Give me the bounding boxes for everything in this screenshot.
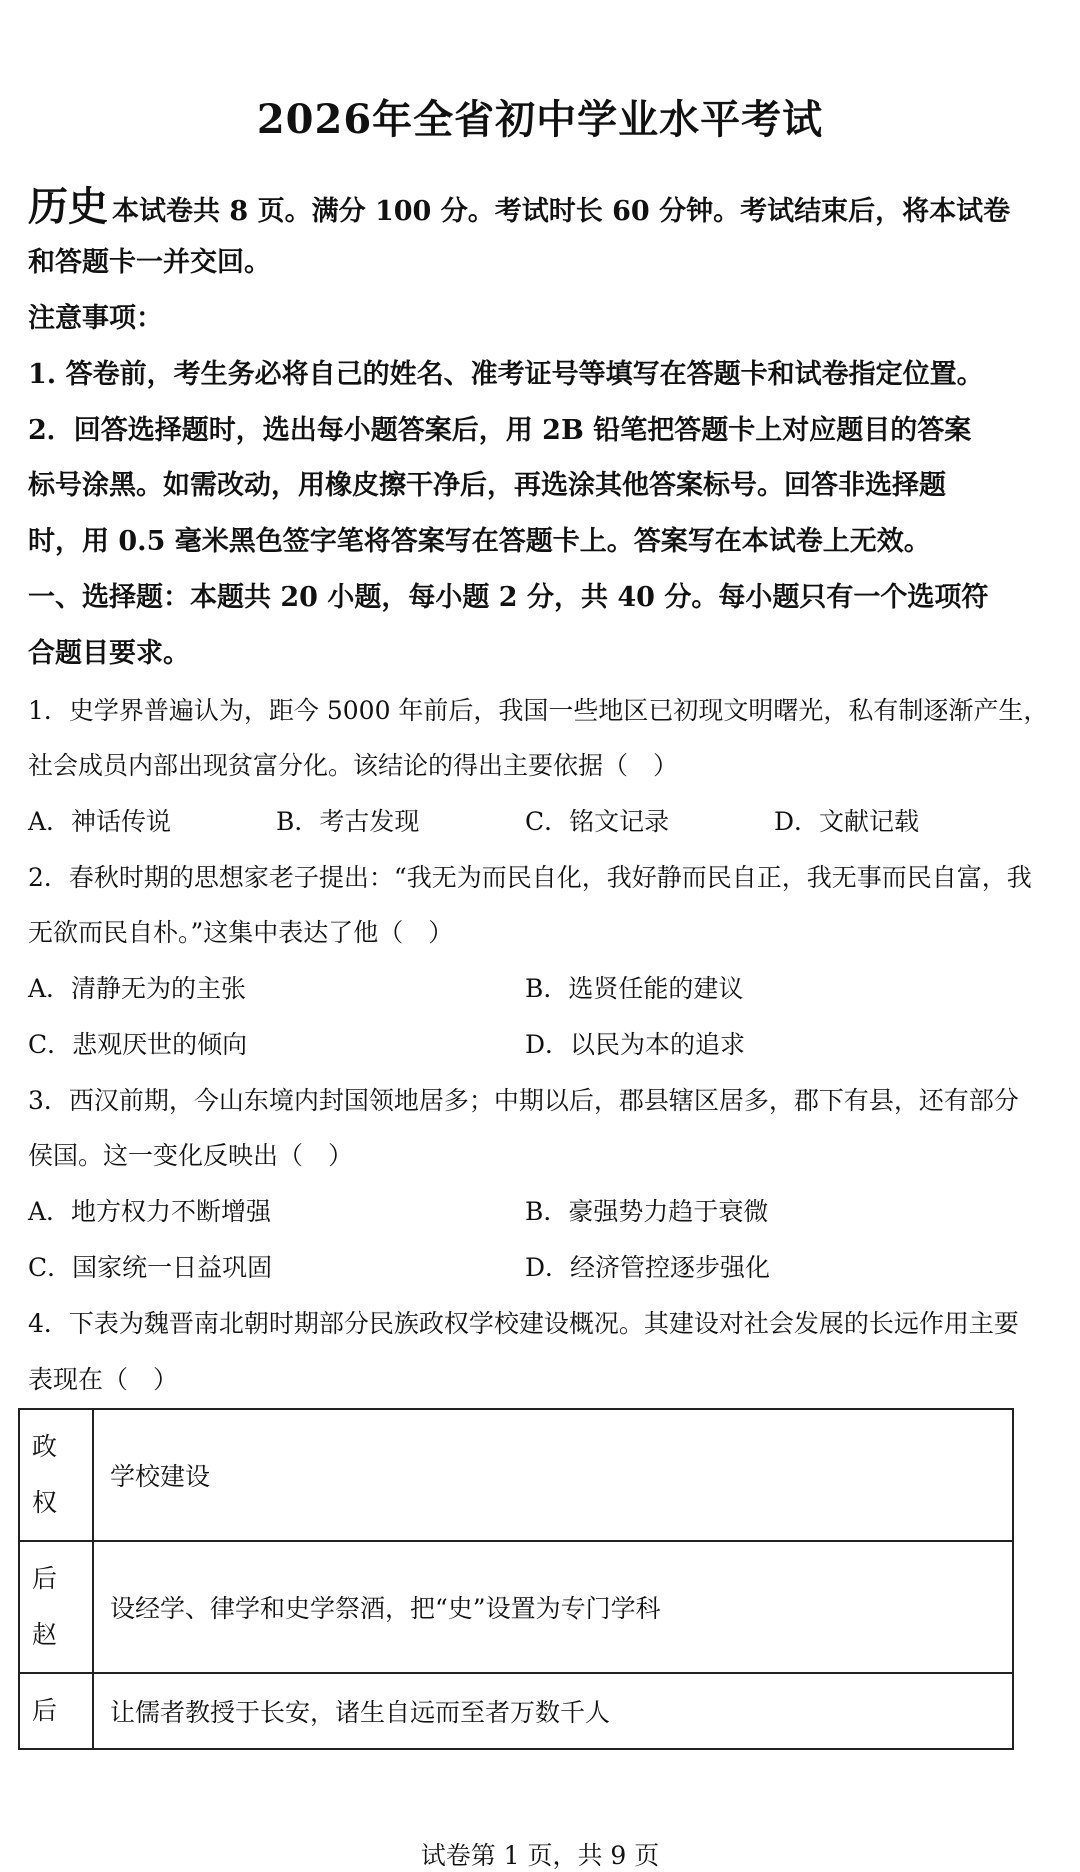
q3-option-b: B．豪强势力趋于衰微 [525,1197,769,1226]
intro-line-1 [28,175,1056,232]
note-2-line-1: 2．回答选择题时，选出每小题答案后，用 2B 铅笔把答题卡上对应题目的答案 [28,415,972,446]
table-cell-construction: 让儒者教授于长安，诸生自远而至者万数千人 [93,1673,1013,1749]
q1-option-d: D．文献记载 [774,807,920,836]
table-row [19,1541,1013,1673]
page-footer: 试卷第 1 页，共 9 页 [420,1841,660,1870]
q3-option-d: D．经济管控逐步强化 [525,1253,771,1282]
intro-text-1: 本试卷共 8 页。满分 100 分。考试时长 60 分钟。考试结束后，将本试卷 [112,196,1011,227]
table-header-regime [19,1409,93,1541]
q3-option-a: A．地方权力不断增强 [28,1197,272,1226]
q3-stem-line-2: 侯国。这一变化反映出（ ） [28,1141,354,1170]
school-construction-table [18,1408,1014,1750]
q3-stem-line-1: 3．西汉前期，今山东境内封国领地居多；中期以后，郡县辖区居多，郡下有县，还有部分 [28,1086,1019,1115]
note-2-line-2: 标号涂黑。如需改动，用橡皮擦干净后，再选涂其他答案标号。回答非选择题 [28,470,946,501]
q4-stem-line-2: 表现在（ ） [28,1365,179,1394]
q2-option-c: C．悲观厌世的倾向 [28,1030,248,1059]
q3-option-c: C．国家统一日益巩固 [28,1253,273,1282]
note-2-line-3: 时，用 0.5 毫米黑色签字笔将答案写在答题卡上。答案写在本试卷上无效。 [28,526,931,557]
q1-option-b: B．考古发现 [276,807,420,836]
table-row [19,1409,1013,1541]
table-cell-construction: 设经学、律学和史学祭酒，把“史”设置为专门学科 [93,1541,1013,1673]
q2-option-d: D．以民为本的追求 [525,1030,746,1059]
note-1: 1. 答卷前，考生务必将自己的姓名、准考证号等填写在答题卡和试卷指定位置。 [28,359,984,390]
section-heading-line-2: 合题目要求。 [28,638,190,669]
table-row [19,1673,1013,1749]
table-cell-regime: 后 [19,1673,93,1749]
table-cell-regime-text: 后赵 [32,1564,58,1649]
q4-stem-line-1: 4．下表为魏晋南北朝时期部分民族政权学校建设概况。其建设对社会发展的长远作用主要 [28,1309,1019,1338]
q1-stem-line-2: 社会成员内部出现贫富分化。该结论的得出主要依据（ ） [28,751,679,780]
q2-option-a: A．清静无为的主张 [28,974,247,1003]
q2-stem-line-1: 2．春秋时期的思想家老子提出：“我无为而民自化，我好静而民自正，我无事而民自富，我 [28,863,1032,892]
table-header-construction: 学校建设 [93,1409,1013,1541]
q2-option-b: B．选贤任能的建议 [525,974,744,1003]
subject-label: 历史 [28,183,108,230]
q2-stem-line-2: 无欲而民自朴。”这集中表达了他（ ） [28,918,454,947]
table-header-regime-text: 政权 [32,1432,58,1517]
exam-title: 2026年全省初中学业水平考试 [256,96,824,143]
intro-line-2: 和答题卡一并交回。 [28,247,271,278]
q1-option-c: C．铭文记录 [525,807,670,836]
q1-option-a: A．神话传说 [28,807,172,836]
table-cell-regime [19,1541,93,1673]
notes-heading: 注意事项： [28,303,163,334]
q1-stem-line-1: 1．史学界普遍认为，距今 5000 年前后，我国一些地区已初现文明曙光，私有制逐渐产生， [28,696,1049,725]
section-heading-line-1: 一、选择题：本题共 20 小题，每小题 2 分，共 40 分。每小题只有一个选项符 [28,582,989,613]
